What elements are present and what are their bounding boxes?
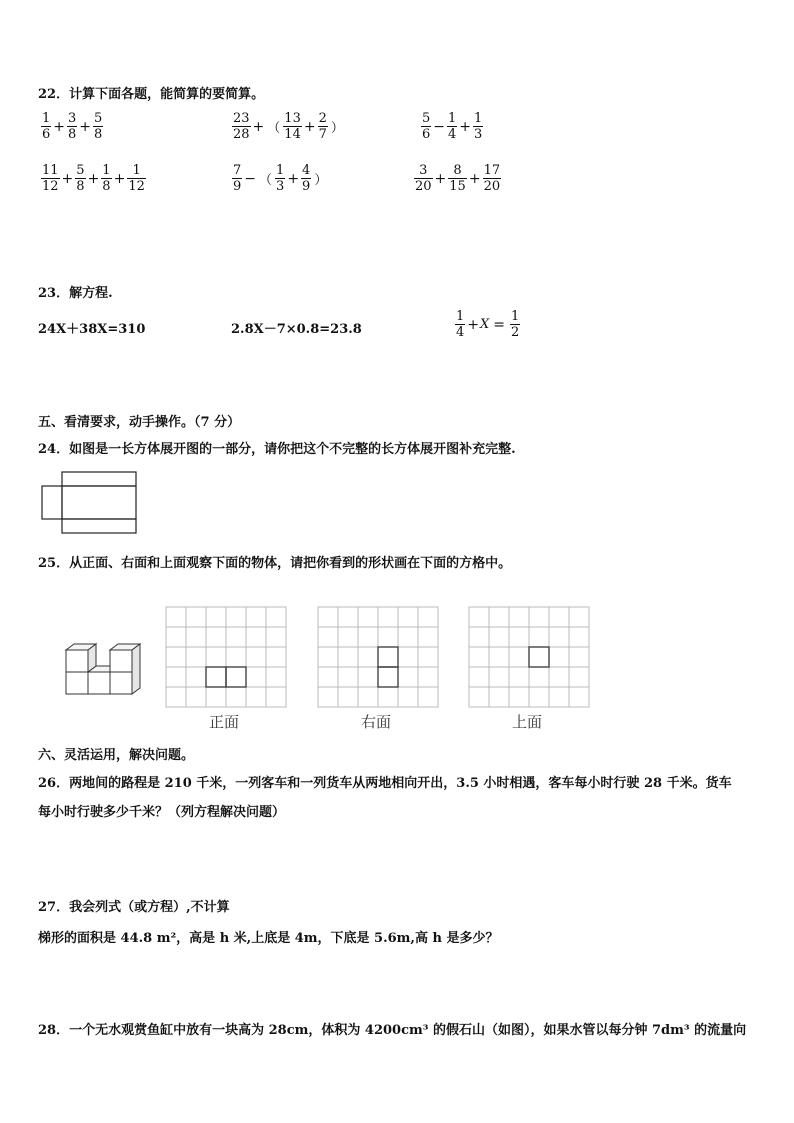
grid-cell[interactable] bbox=[358, 687, 378, 707]
grid-cell[interactable] bbox=[509, 667, 529, 687]
q23-equation-3: $\frac{1}{4}$ + X = $\frac{1}{2}$ bbox=[456, 309, 520, 340]
q27-title: 27．我会列式（或方程）,不计算 bbox=[38, 900, 230, 915]
q25-title: 25．从正面、右面和上面观察下面的物体，请把你看到的形状画在下面的方格中。 bbox=[38, 556, 512, 571]
grid-cell[interactable] bbox=[338, 667, 358, 687]
grid-cell[interactable] bbox=[418, 667, 438, 687]
q22-expr-2: $\frac{23}{28}$ + （ $\frac{13}{14}$ + $\frac{2}{7}$ ） bbox=[233, 111, 344, 142]
grid-cell[interactable] bbox=[206, 627, 226, 647]
grid-cell[interactable] bbox=[398, 667, 418, 687]
grid-cell[interactable] bbox=[489, 607, 509, 627]
grid-cell[interactable] bbox=[338, 647, 358, 667]
grid-cell[interactable] bbox=[186, 627, 206, 647]
q27-body: 梯形的面积是 44.8 m²，高是 h 米,上底是 4m，下底是 5.6m,高 h 是多少？ bbox=[38, 931, 499, 946]
grid-cell[interactable] bbox=[569, 607, 589, 627]
grid-cell[interactable] bbox=[226, 607, 246, 627]
grid-cell[interactable] bbox=[489, 627, 509, 647]
grid-cell[interactable] bbox=[378, 607, 398, 627]
grid-cell[interactable] bbox=[226, 687, 246, 707]
grid-cell[interactable] bbox=[529, 607, 549, 627]
grid-cell[interactable] bbox=[418, 607, 438, 627]
grid-cell[interactable] bbox=[569, 667, 589, 687]
q26-line-1: 26．两地间的路程是 210 千米，一列客车和一列货车从两地相向开出，3.5 小时相遇，客车每小时行驶 28 千米。货车 bbox=[38, 776, 732, 791]
grid-cell[interactable] bbox=[266, 627, 286, 647]
grid-cell[interactable] bbox=[398, 627, 418, 647]
grid-cell[interactable] bbox=[378, 687, 398, 707]
grid-cell[interactable] bbox=[418, 647, 438, 667]
grid-cell[interactable] bbox=[246, 687, 266, 707]
grid-cell[interactable] bbox=[549, 647, 569, 667]
grid-cell[interactable] bbox=[358, 647, 378, 667]
grid-cell[interactable] bbox=[186, 667, 206, 687]
grid-cell[interactable] bbox=[529, 647, 549, 667]
grid-cell-highlight bbox=[226, 667, 246, 687]
grid-cell[interactable] bbox=[166, 647, 186, 667]
q25-grid-front[interactable] bbox=[164, 605, 288, 709]
grid-cell[interactable] bbox=[206, 647, 226, 667]
grid-cell-highlight bbox=[529, 647, 549, 667]
q24-net-figure bbox=[38, 468, 142, 538]
q25-grid-top[interactable] bbox=[467, 605, 591, 709]
grid-cell[interactable] bbox=[489, 647, 509, 667]
grid-cell[interactable] bbox=[226, 667, 246, 687]
grid-cell[interactable] bbox=[469, 687, 489, 707]
grid-cell[interactable] bbox=[469, 647, 489, 667]
grid-cell[interactable] bbox=[266, 607, 286, 627]
grid-cell[interactable] bbox=[529, 687, 549, 707]
grid-cell[interactable] bbox=[509, 607, 529, 627]
q25-label-right: 右面 bbox=[360, 713, 391, 731]
grid-cell[interactable] bbox=[246, 667, 266, 687]
grid-cell[interactable] bbox=[378, 667, 398, 687]
grid-cell[interactable] bbox=[549, 667, 569, 687]
grid-cell[interactable] bbox=[509, 627, 529, 647]
grid-cell[interactable] bbox=[569, 687, 589, 707]
q28-line-1: 28．一个无水观赏鱼缸中放有一块高为 28cm，体积为 4200cm³ 的假石山（如图），如果水管以每分钟 7dm³ 的流量向 bbox=[38, 1023, 747, 1038]
grid-cell[interactable] bbox=[529, 627, 549, 647]
q25-cube-object bbox=[64, 640, 154, 700]
grid-cell[interactable] bbox=[469, 607, 489, 627]
grid-cell[interactable] bbox=[338, 627, 358, 647]
grid-cell[interactable] bbox=[338, 607, 358, 627]
grid-cell[interactable] bbox=[549, 607, 569, 627]
q25-label-front: 正面 bbox=[208, 713, 239, 731]
grid-cell[interactable] bbox=[186, 607, 206, 627]
grid-cell[interactable] bbox=[469, 627, 489, 647]
grid-cell-highlight bbox=[378, 667, 398, 687]
grid-cell[interactable] bbox=[398, 647, 418, 667]
q22-expr-5: $\frac{7}{9}$ − （ $\frac{1}{3}$ + $\frac{4}{9}$ ） bbox=[233, 163, 328, 194]
section-5-heading: 五、看清要求，动手操作。（7 分） bbox=[38, 415, 241, 430]
grid-cell[interactable] bbox=[569, 647, 589, 667]
q23-equation-2: 2.8X－7×0.8=23.8 bbox=[231, 322, 362, 337]
grid-cell[interactable] bbox=[206, 667, 226, 687]
grid-cell[interactable] bbox=[489, 667, 509, 687]
grid-cell[interactable] bbox=[266, 667, 286, 687]
grid-cell[interactable] bbox=[166, 607, 186, 627]
grid-cell[interactable] bbox=[549, 687, 569, 707]
grid-cell[interactable] bbox=[418, 687, 438, 707]
grid-cell[interactable] bbox=[398, 607, 418, 627]
grid-cell[interactable] bbox=[529, 667, 549, 687]
grid-cell[interactable] bbox=[318, 687, 338, 707]
grid-cell[interactable] bbox=[509, 647, 529, 667]
grid-cell[interactable] bbox=[166, 687, 186, 707]
grid-cell[interactable] bbox=[469, 667, 489, 687]
q22-expr-4: $\frac{11}{12}$ + $\frac{5}{8}$ + $\frac{1}{8}$ + $\frac{1}{12}$ bbox=[42, 163, 145, 194]
q24-title: 24．如图是一长方体展开图的一部分，请你把这个不完整的长方体展开图补充完整. bbox=[38, 442, 516, 457]
grid-cell[interactable] bbox=[266, 647, 286, 667]
section-6-heading: 六、灵活运用，解决问题。 bbox=[38, 748, 195, 763]
grid-cell[interactable] bbox=[509, 687, 529, 707]
grid-cell[interactable] bbox=[318, 647, 338, 667]
grid-cell[interactable] bbox=[569, 627, 589, 647]
grid-cell-highlight bbox=[378, 647, 398, 667]
q23-equation-1: 24X＋38X=310 bbox=[38, 322, 146, 337]
q22-title: 22．计算下面各题，能简算的要简算。 bbox=[38, 87, 265, 102]
q23-title: 23．解方程. bbox=[38, 286, 113, 301]
grid-cell[interactable] bbox=[246, 647, 266, 667]
grid-cell[interactable] bbox=[318, 667, 338, 687]
grid-cell[interactable] bbox=[338, 687, 358, 707]
q26-line-2: 每小时行驶多少千米？（列方程解决问题） bbox=[38, 805, 286, 820]
grid-cell[interactable] bbox=[358, 607, 378, 627]
grid-cell[interactable] bbox=[186, 647, 206, 667]
grid-cell-highlight bbox=[206, 667, 226, 687]
grid-cell[interactable] bbox=[206, 607, 226, 627]
grid-cell[interactable] bbox=[266, 687, 286, 707]
grid-cell[interactable] bbox=[166, 667, 186, 687]
grid-cell[interactable] bbox=[206, 687, 226, 707]
grid-cell[interactable] bbox=[318, 607, 338, 627]
grid-cell[interactable] bbox=[226, 647, 246, 667]
grid-cell[interactable] bbox=[246, 627, 266, 647]
q22-expr-1: $\frac{1}{6}$ + $\frac{3}{8}$ + $\frac{5}{8}$ bbox=[42, 111, 103, 142]
grid-cell[interactable] bbox=[186, 687, 206, 707]
grid-cell[interactable] bbox=[358, 627, 378, 647]
grid-cell[interactable] bbox=[318, 627, 338, 647]
grid-cell[interactable] bbox=[246, 607, 266, 627]
grid-cell[interactable] bbox=[549, 627, 569, 647]
grid-cell[interactable] bbox=[398, 687, 418, 707]
grid-cell[interactable] bbox=[226, 627, 246, 647]
grid-cell[interactable] bbox=[489, 687, 509, 707]
grid-cell[interactable] bbox=[418, 627, 438, 647]
grid-cell[interactable] bbox=[378, 647, 398, 667]
grid-cell[interactable] bbox=[358, 667, 378, 687]
grid-cell[interactable] bbox=[378, 627, 398, 647]
grid-cell[interactable] bbox=[166, 627, 186, 647]
q22-expr-3: $\frac{5}{6}$ − $\frac{1}{4}$ + $\frac{1}{3}$ bbox=[422, 111, 483, 142]
q22-expr-6: $\frac{3}{20}$ + $\frac{8}{15}$ + $\frac{17}{20}$ bbox=[415, 163, 501, 194]
q25-label-top: 上面 bbox=[511, 713, 542, 731]
q25-grid-right[interactable] bbox=[316, 605, 440, 709]
